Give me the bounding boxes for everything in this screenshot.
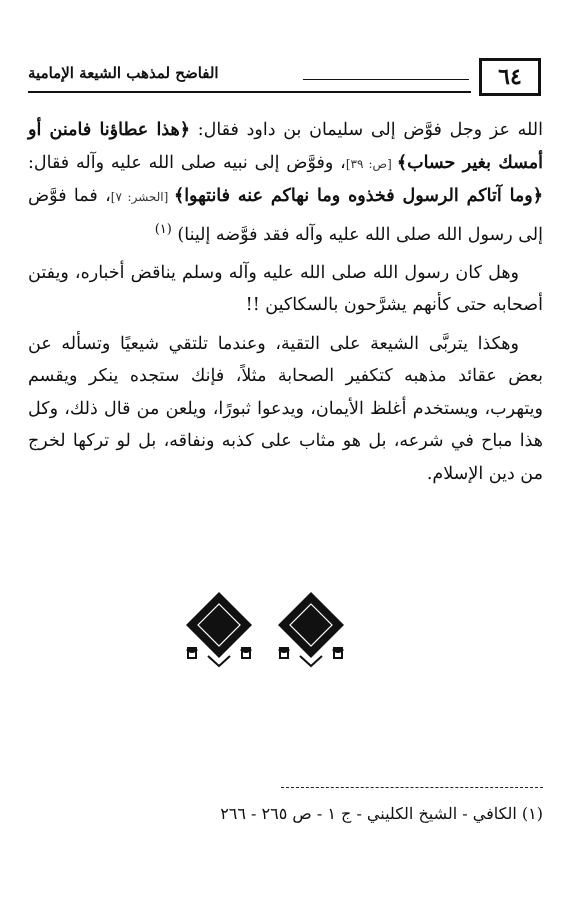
footnote-marker[interactable]: (١) (154, 221, 172, 237)
text-segment: الله عز وجل فوَّض إلى سليمان بن داود فقال: (190, 120, 543, 140)
verse-reference: [الحشر: ٧] (110, 190, 174, 204)
running-title: الفاضح لمذهب الشيعة الإمامية (28, 64, 219, 82)
section-ornaments (0, 590, 571, 670)
paragraph-3 (28, 328, 543, 491)
header-rule (28, 91, 471, 93)
text-segment: ، وفوَّض إلى نبيه صلى الله عليه وآله فقال: (28, 152, 346, 173)
paragraph-2 (28, 257, 543, 322)
quran-verse: ﴿وما آتاكم الرسول فخذوه وما نهاكم عنه فانتهوا﴾ (173, 186, 543, 206)
text-segment: وهل كان رسول الله صلى الله عليه وآله وسلم يناقض أخباره، ويفتن أصحابه حتى كأنهم يشرَّحون بالسكاكين !! (28, 262, 543, 316)
body-text (28, 114, 543, 496)
page-header (28, 58, 541, 102)
ornament-right-icon (272, 590, 350, 668)
page-number: ٦٤ (479, 58, 541, 96)
footnote-text: الكافي - الشيخ الكليني - ج ١ - ص ٢٦٥ - ٢٦٦ (220, 804, 517, 823)
verse-reference: [ص: ٣٩] (345, 156, 397, 171)
footnote-divider (281, 787, 543, 788)
footnote-mark: (١) (521, 804, 543, 823)
ornament-left-icon (180, 590, 258, 668)
footnote-1 (28, 804, 543, 823)
quran-verse: ﴿هذا عطاؤنا فامنن أو أمسك بغير حساب﴾ (28, 120, 543, 173)
text-segment: ، فما فوَّض إلى رسول الله صلى الله عليه وآله فقد فوَّضه إلينا) (28, 186, 543, 245)
header-line (303, 79, 469, 80)
paragraph-1 (28, 114, 543, 251)
text-segment: وهكذا يتربَّى الشيعة على التقية، وعندما تلتقي شيعيًا وتسأله عن بعض عقائد مذهبه كتكفير الصحابة مثلاً، فإنك ستجده ينكر ويقسم ويتهرب، ويستخدم أغلظ الأيمان، ويدعوا ثبورًا، ويلعن من قال ذلك، وكل هذا مباح في شرعه، بل هو مثاب على كذبه ونفاقه، بل لو تركها لخرج من دين الإسلام. (28, 333, 543, 484)
